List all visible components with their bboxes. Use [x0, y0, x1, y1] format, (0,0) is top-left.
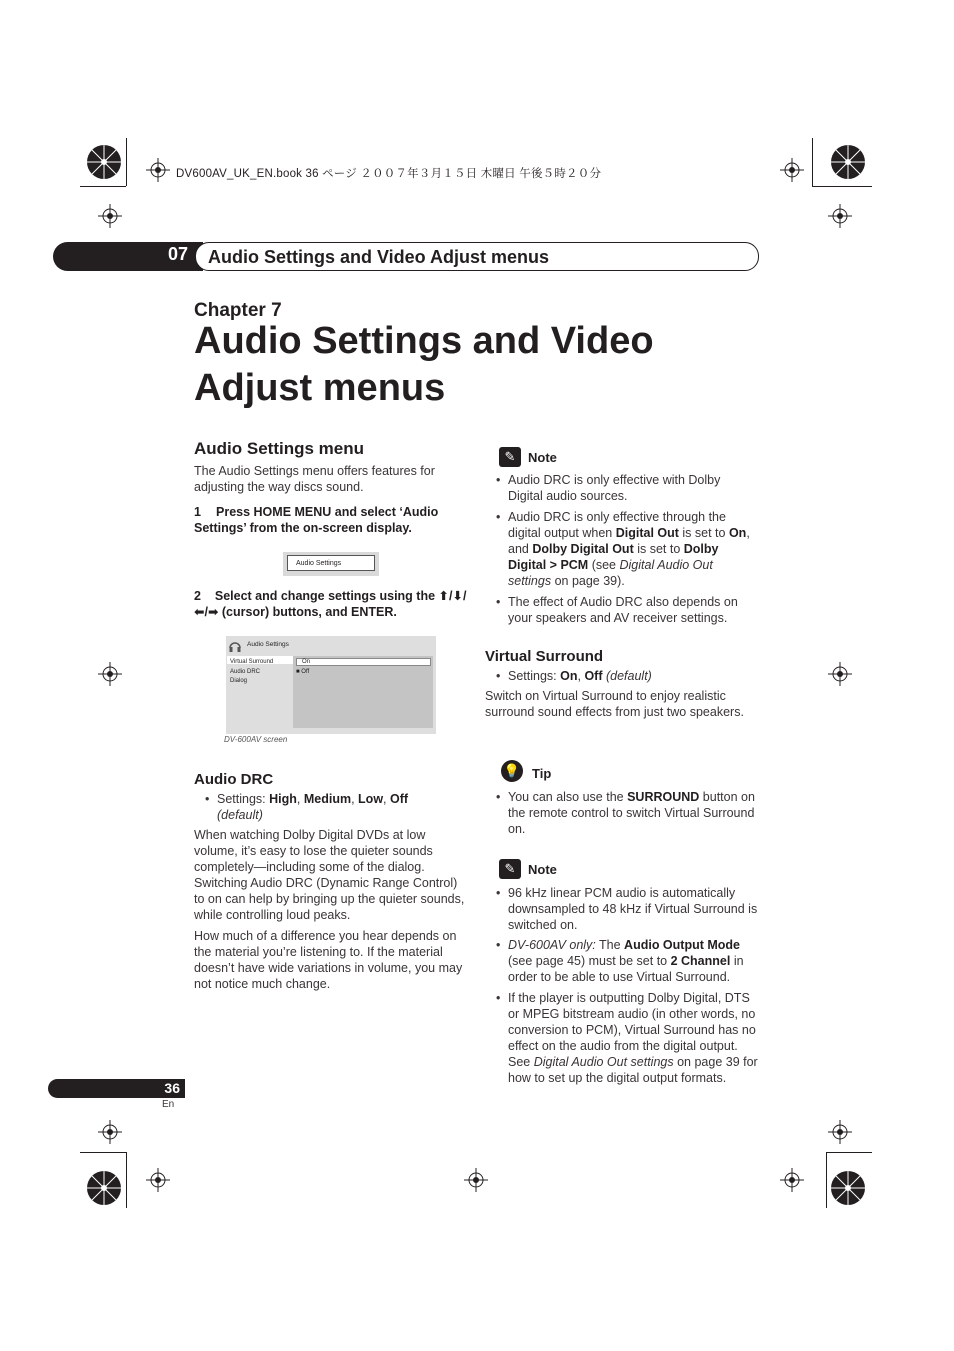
registration-mark-icon [84, 1168, 124, 1208]
chapter-tab-title: Audio Settings and Video Adjust menus [208, 247, 550, 267]
crosshair-mark-icon [98, 204, 122, 228]
note-bullet: • Audio DRC is only effective through the digital output when Digital Out is set to On, and Dolby Digital Out is set to Dolby Digital > PCM (see Digital Audio Out settings on page 39). [508, 509, 758, 589]
step-number: 1 [194, 505, 201, 519]
screen-menu-item: Dialog [230, 678, 248, 684]
crosshair-mark-icon [828, 662, 852, 686]
settings-line: • Settings: On, Off (default) [508, 668, 758, 684]
crosshair-mark-icon [146, 158, 170, 182]
screen-caption: DV-600AV screen [224, 735, 288, 744]
step-text: Press HOME MENU and select ‘Audio Settings’ from the on-screen display. [194, 505, 439, 535]
chapter-number: 07 [167, 244, 188, 264]
registration-mark-icon [828, 1168, 868, 1208]
on-screen-display-thumbnail [283, 552, 379, 576]
intro-paragraph: The Audio Settings menu offers features for adjusting the way discs sound. [194, 464, 435, 494]
crosshair-mark-icon [780, 158, 804, 182]
body-paragraph: When watching Dolby Digital DVDs at low volume, it’s easy to lose the quieter sounds completely—including some of the dialog. Switching Audio DRC (Dynamic Range Control) to on can help by bringing up the quieter sounds, while controlling loud peaks. [194, 828, 465, 922]
page-language: En [162, 1099, 175, 1110]
note-heading: Note [528, 450, 557, 465]
headphones-icon [229, 639, 241, 653]
body-paragraph: How much of a difference you hear depends on the material you’re listening to. If the material doesn’t have wide variations in volume, you may not notice much change. [194, 929, 463, 991]
print-header: DV600AV_UK_EN.book 36 ページ ２００７年３月１５日 木曜日 午後５時２０分 [176, 168, 602, 180]
tip-heading: Tip [532, 766, 552, 781]
section-title: Audio Settings menu [194, 439, 364, 458]
step-2: 2 Select and change settings using the ⬆/⬇/⬅/➡ (cursor) buttons, and ENTER. [194, 589, 467, 619]
note-bullet: • The effect of Audio DRC also depends on your speakers and AV receiver settings. [508, 594, 758, 626]
page-number: 36 [164, 1080, 180, 1096]
note-heading: Note [528, 862, 557, 877]
settings-line: • Settings: High, Medium, Low, Off (default) [217, 791, 467, 823]
screen-menu-item: Audio DRC [230, 669, 261, 675]
screen-menu-label: Audio Settings [287, 555, 375, 571]
cursor-arrows-icon: ⬆/⬇/⬅/➡ [194, 589, 467, 619]
tip-bullet: • You can also use the SURROUND button on the remote control to switch Virtual Surround on. [508, 789, 758, 837]
page-title: Audio Settings and Video Adjust menus [194, 320, 654, 409]
note-bullet: • DV-600AV only: The Audio Output Mode (see page 45) must be set to 2 Channel in order to be able to use Virtual Surround. [508, 937, 758, 985]
subsection-title: Audio DRC [194, 771, 274, 788]
note-bullet: • If the player is outputting Dolby Digital, DTS or MPEG bitstream audio (in other words, no conversion to PCM), Virtual Surround has no effect on the audio from the digital output. See Digital Audio Out settings on page 39 for how to set up the digital output formats. [508, 990, 758, 1086]
crosshair-mark-icon [780, 1168, 804, 1192]
registration-mark-icon [84, 142, 124, 182]
tip-lightbulb-icon: 💡 [501, 760, 523, 782]
body-paragraph: Switch on Virtual Surround to enjoy realistic surround sound effects from just two speakers. [485, 689, 744, 719]
registration-mark-icon [828, 142, 868, 182]
subsection-title: Virtual Surround [485, 648, 604, 665]
note-pencil-icon: ✎ [499, 859, 521, 879]
crosshair-mark-icon [828, 204, 852, 228]
screen-option: ■ Off [296, 669, 310, 675]
screen-menu-item: Virtual Surround [230, 659, 274, 665]
note-bullet: • 96 kHz linear PCM audio is automatically downsampled to 48 kHz if Virtual Surround is switched on. [508, 885, 758, 933]
audio-settings-screen [226, 636, 436, 734]
screen-title: Audio Settings [247, 641, 289, 648]
screen-option: On [302, 659, 311, 665]
note-pencil-icon: ✎ [499, 447, 521, 467]
crosshair-mark-icon [98, 662, 122, 686]
note-bullet: • Audio DRC is only effective with Dolby Digital audio sources. [508, 472, 758, 504]
crosshair-mark-icon [464, 1168, 488, 1192]
crosshair-mark-icon [98, 1120, 122, 1144]
crosshair-mark-icon [828, 1120, 852, 1144]
chapter-label: Chapter 7 [194, 300, 282, 321]
crosshair-mark-icon [146, 1168, 170, 1192]
